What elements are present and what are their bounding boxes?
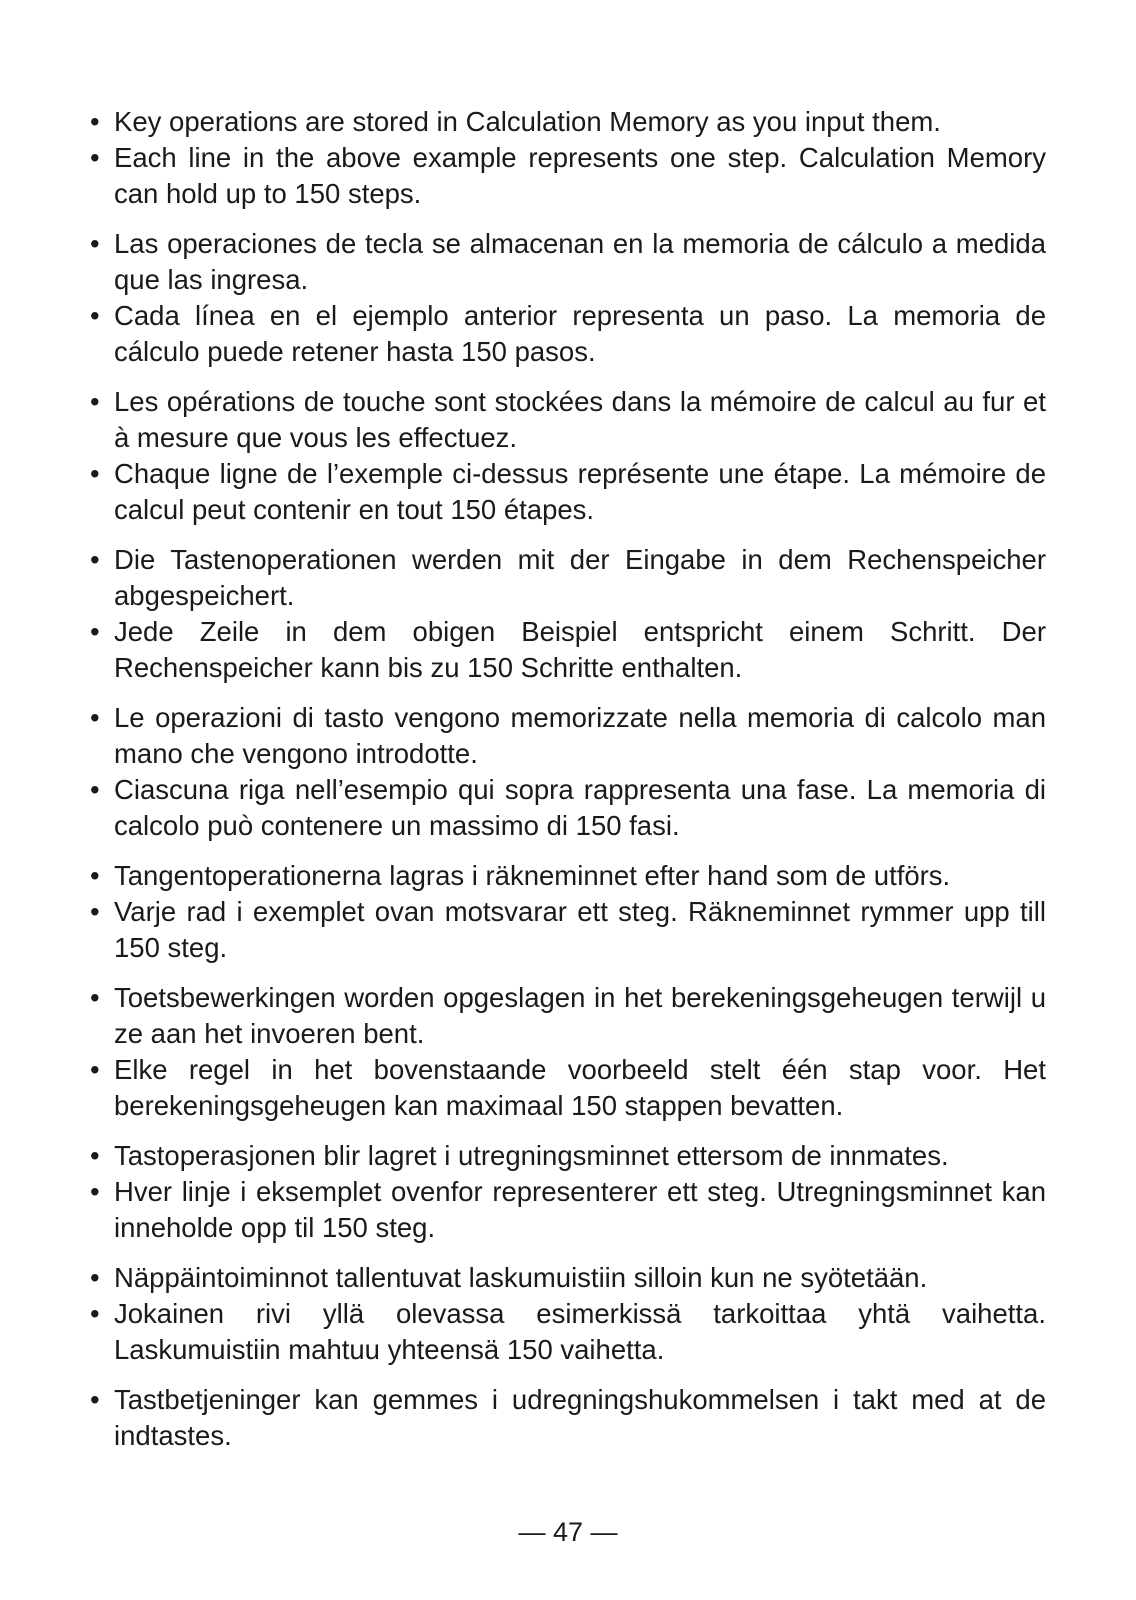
instruction-group-french [90,384,1046,528]
bullet-text: Le operazioni di tasto vengono memorizzate nella memoria di calcolo man mano che vengono introdotte. [114,702,1046,769]
bullet-text: Die Tastenoperationen werden mit der Eingabe in dem Rechenspeicher abgespeichert. [114,544,1046,611]
bullet-icon: • [90,860,100,891]
bullet-icon: • [90,544,100,575]
bullet-text: Hver linje i eksemplet ovenfor representerer ett steg. Utregningsminnet kan inneholde opp til 150 steg. [114,1176,1046,1243]
instruction-group-danish [90,1382,1046,1454]
instruction-group-english [90,104,1046,212]
bullet-item [90,1174,1046,1246]
instruction-group-norwegian [90,1138,1046,1246]
bullet-item [90,1260,1046,1296]
bullet-text: Key operations are stored in Calculation Memory as you input them. [114,106,941,137]
bullet-icon: • [90,982,100,1013]
instruction-group-spanish [90,226,1046,370]
bullet-icon: • [90,300,100,331]
bullet-item [90,614,1046,686]
instruction-group-dutch [90,980,1046,1124]
bullet-item [90,542,1046,614]
bullet-item [90,894,1046,966]
bullet-icon: • [90,702,100,733]
bullet-text: Each line in the above example represents one step. Calculation Memory can hold up to 150 steps. [114,142,1046,209]
instruction-group-german [90,542,1046,686]
bullet-text: Chaque ligne de l’exemple ci-dessus représente une étape. La mémoire de calcul peut contenir en tout 150 étapes. [114,458,1046,525]
bullet-text: Cada línea en el ejemplo anterior representa un paso. La memoria de cálculo puede retener hasta 150 pasos. [114,300,1046,367]
bullet-item [90,104,1046,140]
bullet-item [90,1382,1046,1454]
bullet-item [90,980,1046,1052]
bullet-text: Jede Zeile in dem obigen Beispiel entspricht einem Schritt. Der Rechenspeicher kann bis zu 150 Schritte enthalten. [114,616,1046,683]
bullet-text: Jokainen rivi yllä olevassa esimerkissä tarkoittaa yhtä vaihetta. Laskumuistiin mahtuu yhteensä 150 vaihetta. [114,1298,1046,1365]
bullet-item [90,226,1046,298]
bullet-icon: • [90,1140,100,1171]
bullet-item [90,140,1046,212]
bullet-item [90,772,1046,844]
bullet-icon: • [90,228,100,259]
bullet-text: Varje rad i exemplet ovan motsvarar ett steg. Räkneminnet rymmer upp till 150 steg. [114,896,1046,963]
bullet-icon: • [90,1298,100,1329]
instruction-group-finnish [90,1260,1046,1368]
bullet-text: Elke regel in het bovenstaande voorbeeld stelt één stap voor. Het berekeningsgeheugen kan maximaal 150 stappen bevatten. [114,1054,1046,1121]
bullet-icon: • [90,774,100,805]
bullet-icon: • [90,1384,100,1415]
bullet-text: Las operaciones de tecla se almacenan en la memoria de cálculo a medida que las ingresa. [114,228,1046,295]
bullet-text: Toetsbewerkingen worden opgeslagen in het berekeningsgeheugen terwijl u ze aan het invoeren bent. [114,982,1046,1049]
instruction-group-swedish [90,858,1046,966]
bullet-item [90,384,1046,456]
bullet-icon: • [90,106,100,137]
bullet-item [90,298,1046,370]
bullet-icon: • [90,896,100,927]
bullet-icon: • [90,386,100,417]
bullet-item [90,700,1046,772]
bullet-text: Tastbetjeninger kan gemmes i udregningshukommelsen i takt med at de indtastes. [114,1384,1046,1451]
bullet-item [90,858,1046,894]
bullet-text: Ciascuna riga nell’esempio qui sopra rappresenta una fase. La memoria di calcolo può contenere un massimo di 150 fasi. [114,774,1046,841]
bullet-icon: • [90,142,100,173]
bullet-text: Les opérations de touche sont stockées dans la mémoire de calcul au fur et à mesure que vous les effectuez. [114,386,1046,453]
bullet-text: Tastoperasjonen blir lagret i utregningsminnet ettersom de innmates. [114,1140,949,1171]
bullet-icon: • [90,1054,100,1085]
bullet-item [90,456,1046,528]
bullet-item [90,1138,1046,1174]
bullet-icon: • [90,458,100,489]
manual-page [90,104,1046,1468]
bullet-icon: • [90,1262,100,1293]
bullet-text: Tangentoperationerna lagras i räkneminnet efter hand som de utförs. [114,860,951,891]
bullet-icon: • [90,1176,100,1207]
bullet-item [90,1052,1046,1124]
instruction-group-italian [90,700,1046,844]
bullet-text: Näppäintoiminnot tallentuvat laskumuistiin silloin kun ne syötetään. [114,1262,928,1293]
page-number: — 47 — [518,1517,618,1547]
bullet-item [90,1296,1046,1368]
bullet-icon: • [90,616,100,647]
